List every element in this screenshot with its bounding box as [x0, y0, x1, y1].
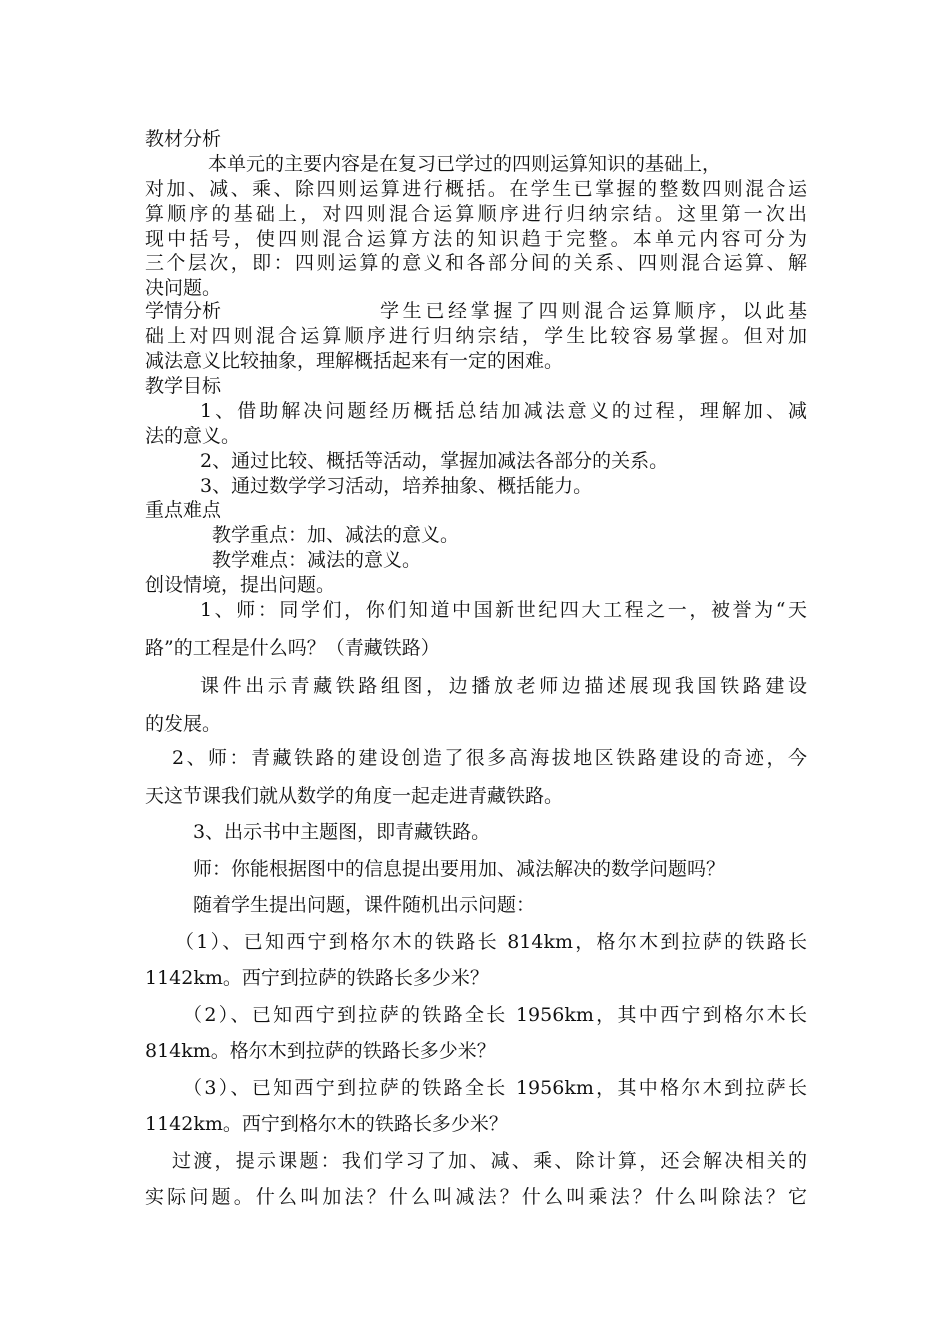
paragraph-line: 三个层次，即：四则运算的意义和各部分间的关系、四则混合运算、解: [145, 252, 807, 274]
paragraph-line: 路”的工程是什么吗？（青藏铁路）: [145, 637, 440, 659]
paragraph-line: 天这节课我们就从数学的角度一起走进青藏铁路。: [145, 785, 564, 807]
key-point-line: 教学难点：减法的意义。: [212, 549, 422, 571]
heading-student-analysis: 学情分析: [145, 300, 222, 322]
paragraph-line: 2、师：青藏铁路的建设创造了很多高海拔地区铁路建设的奇迹，今: [172, 747, 807, 769]
goal-line: 1、借助解决问题经历概括总结加减法意义的过程，理解加、减: [200, 400, 807, 422]
heading-textbook-analysis: 教材分析: [145, 128, 222, 150]
paragraph-line: 课件出示青藏铁路组图，边播放老师边描述展现我国铁路建设: [200, 675, 807, 697]
question-line: 1142km。西宁到格尔木的铁路长多少米？: [145, 1113, 508, 1135]
heading-situation: 创设情境，提出问题。: [145, 574, 336, 596]
paragraph-line: 过渡，提示课题：我们学习了加、减、乘、除计算，还会解决相关的: [172, 1150, 807, 1172]
heading-key-points: 重点难点: [145, 499, 222, 521]
question-line: 1142km。西宁到拉萨的铁路长多少米？: [145, 967, 489, 989]
question-line: （2）、已知西宁到拉萨的铁路全长 1956km，其中西宁到格尔木长: [183, 1004, 807, 1026]
paragraph-line: 师：你能根据图中的信息提出要用加、减法解决的数学问题吗？: [193, 858, 726, 880]
question-line: （1）、已知西宁到格尔木的铁路长 814km，格尔木到拉萨的铁路长: [175, 931, 807, 953]
question-line: 814km。格尔木到拉萨的铁路长多少米？: [145, 1040, 496, 1062]
goal-line: 2、通过比较、概括等活动，掌握加减法各部分的关系。: [200, 450, 669, 472]
paragraph-line: 对加、减、乘、除四则运算进行概括。在学生已掌握的整数四则混合运: [145, 178, 807, 200]
goal-line: 法的意义。: [145, 425, 241, 447]
paragraph-line: 学生已经掌握了四则混合运算顺序，以此基: [380, 300, 807, 322]
paragraph-line: 决问题。: [145, 277, 222, 299]
paragraph-line: 3、出示书中主题图，即青藏铁路。: [193, 821, 491, 843]
paragraph-line: 算顺序的基础上，对四则混合运算顺序进行归纳宗结。这里第一次出: [145, 203, 807, 225]
key-point-line: 教学重点：加、减法的意义。: [212, 524, 460, 546]
paragraph-line: 的发展。: [145, 713, 222, 735]
paragraph-line: 实际问题。什么叫加法？什么叫减法？什么叫乘法？什么叫除法？它: [145, 1186, 807, 1208]
goal-line: 3、通过数学学习活动，培养抽象、概括能力。: [200, 475, 593, 497]
heading-teaching-goals: 教学目标: [145, 375, 222, 397]
question-line: （3）、已知西宁到拉萨的铁路全长 1956km，其中格尔木到拉萨长: [183, 1077, 807, 1099]
paragraph-line: 现中括号，使四则混合运算方法的知识趋于完整。本单元内容可分为: [145, 228, 807, 250]
paragraph-line: 1、师：同学们，你们知道中国新世纪四大工程之一，被誉为“天: [200, 599, 807, 621]
paragraph-line: 减法意义比较抽象，理解概括起来有一定的困难。: [145, 350, 564, 372]
paragraph-line: 础上对四则混合运算顺序进行归纳宗结，学生比较容易掌握。但对加: [145, 325, 807, 347]
paragraph-line: 本单元的主要内容是在复习已学过的四则运算知识的基础上，: [208, 153, 722, 175]
paragraph-line: 随着学生提出问题，课件随机出示问题：: [193, 894, 536, 916]
